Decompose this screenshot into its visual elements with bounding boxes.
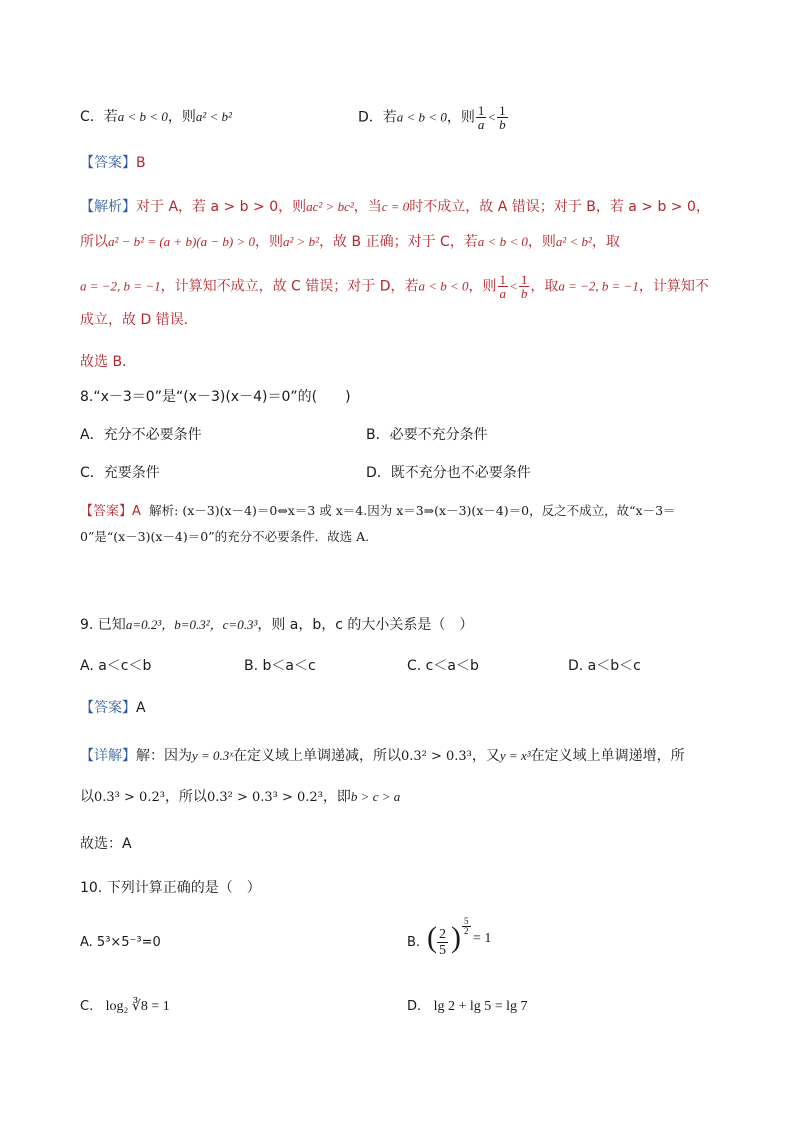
q10-option-b: B.	[407, 935, 421, 950]
q9-option-d: D. a＜b＜c	[568, 658, 641, 674]
q8-option-c: C．充要条件	[80, 465, 160, 481]
q9-option-b: B. b＜a＜c	[244, 658, 316, 674]
q9-conclusion: 故选：A	[80, 836, 132, 852]
q9-detail-line-2: 以0.3³ > 0.2³，所以0.3² > 0.3³ > 0.2³，即b > c > a	[80, 789, 401, 805]
q10-option-c: C. log₂ ∛8 = 1	[80, 999, 170, 1014]
q10-option-a: A. 5³×5⁻³=0	[80, 935, 161, 950]
q7-option-d: D．若a < b < 0，则 $\frac{1}{a}$ < $\frac{1}{b}$	[358, 103, 506, 132]
q9-option-c: C. c＜a＜b	[407, 658, 479, 674]
q8-answer-line-1: 【答案】A 解析: (x－3)(x－4)＝0⇔x＝3 或 x＝4.因为 x＝3⇒(x－3)(x－4)＝0，反之不成立，故“x－3＝	[80, 503, 676, 519]
q9-stem: 9. 已知a=0.2³，b=0.3²，c=0.3³，则 a，b，c 的大小关系是（ ）	[80, 617, 474, 633]
q7-option-c: C．若a < b < 0，则a² < b²	[80, 109, 232, 125]
q8-option-d: D．既不充分也不必要条件	[366, 465, 531, 481]
q7-analysis-line-1: 【解析】对于 A，若 a > b > 0，则ac² > bc²，当c = 0时不成立，故 A 错误；对于 B，若 a > b > 0，	[80, 199, 710, 215]
q7-conclusion: 故选 B．	[80, 354, 137, 370]
document-page: C．若a < b < 0，则a² < b² D．若a < b < 0，则 $\frac{1}{a}$ < $\frac{1}{b}$ 【答案】B 【解析】对于 A，若 a > b > 0，则ac² > bc²，当c = 0时不成立，故 A 错误；对于 B，若 a > b > 0， 所以a² − b² = (a + b)(a − b) > 0，则a² > b²，故 B 正确；对于 C，若a < b < 0，则a² < b²，取 a = −2, b = −1，计算知不成立，故 C 错误；对于 D，若a < b < 0，则 $\frac{1}{a}$ < $\frac{1}{b}$ ，取a = −2, b = −1，计算知不 成立，故 D 错误． 故选 B． 8.“x－3＝0”是“(x－3)(x－4)＝0”的( ) A．充分不必要条件 B．必要不充分条件 C．充要条件 D．既不充分也不必要条件 【答案】A 解析: (x－3)(x－4)＝0⇔x＝3 或 x＝4.因为 x＝3⇒(x－3)(x－4)＝0，反之不成立，故“x－3＝ 0”是“(x－3)(x－4)＝0”的充分不必要条件．故选 A. 9. 已知a=0.2³，b=0.3²，c=0.3³，则 a，b，c 的大小关系是（ ） A. a＜c＜b B. b＜a＜c C. c＜a＜b D. a＜b＜c 【答案】A 【详解】解：因为y = 0.3ˣ在定义域上单调递减，所以0.3² > 0.3³，又y = x³在定义域上单调递增，所 以0.3³ > 0.2³，所以0.3² > 0.3³ > 0.2³，即b > c > a 故选：A 10. 下列计算正确的是（ ） A. 5³×5⁻³=0 B. ( $\frac{2}{5}$ ) $\frac{5}{2}$ = 1 C. log₂ ∛8 = 1 D. lg 2 + lg 5 = lg 7	[0, 0, 794, 1123]
q7-answer: 【答案】B	[80, 155, 146, 171]
q10-stem: 10. 下列计算正确的是（ ）	[80, 880, 261, 896]
q9-option-a: A. a＜c＜b	[80, 658, 152, 674]
q7-analysis-line-2: 所以a² − b² = (a + b)(a − b) > 0，则a² > b²，故 B 正确；对于 C，若a < b < 0，则a² < b²，取	[80, 234, 620, 250]
q8-option-b: B．必要不充分条件	[366, 427, 488, 443]
q10-option-d: D. lg 2 + lg 5 = lg 7	[407, 999, 528, 1014]
q7-analysis-line-4: 成立，故 D 错误．	[80, 312, 198, 328]
q8-option-a: A．充分不必要条件	[80, 427, 202, 443]
q8-stem: 8.“x－3＝0”是“(x－3)(x－4)＝0”的( )	[80, 389, 351, 405]
q9-answer: 【答案】A	[80, 700, 146, 716]
q9-detail-line-1: 【详解】解：因为y = 0.3ˣ在定义域上单调递减，所以0.3² > 0.3³，又y = x³在定义域上单调递增，所	[80, 748, 685, 764]
q8-answer-line-2: 0”是“(x－3)(x－4)＝0”的充分不必要条件．故选 A.	[80, 529, 370, 544]
q7-analysis-line-3: a = −2, b = −1，计算知不成立，故 C 错误；对于 D，若a < b < 0，则 $\frac{1}{a}$ < $\frac{1}{b}$ ，取a = −2, b = −1，计算知不	[80, 272, 709, 301]
